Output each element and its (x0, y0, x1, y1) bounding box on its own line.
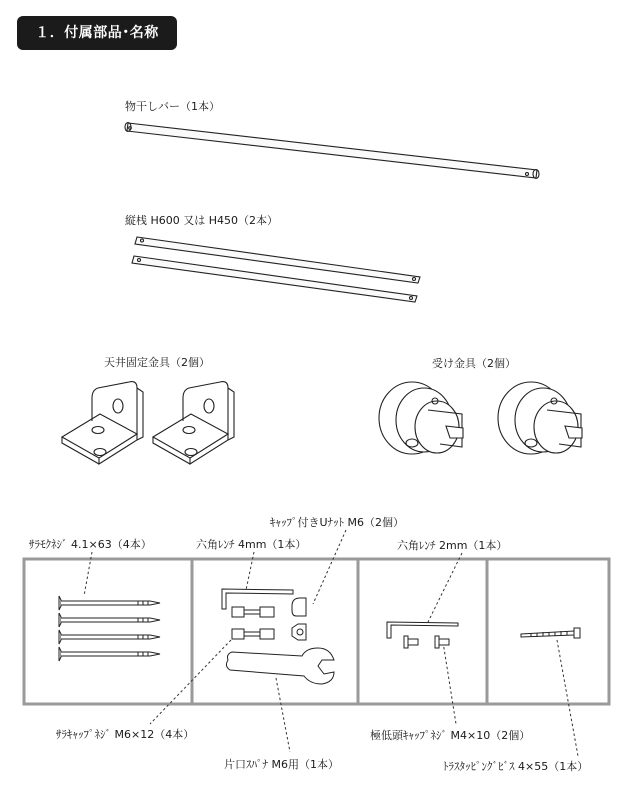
hex-wrench-2mm-drawing (387, 622, 458, 638)
hex-wrench-4mm-drawing (222, 589, 293, 609)
leader-lines (84, 530, 578, 756)
low-head-cap-screws-drawing (404, 636, 449, 648)
receiver-bracket-right-drawing (498, 382, 582, 454)
label-tapping-screw: ﾄﾗｽﾀｯﾋﾟﾝｸﾞﾋﾞｽ 4×55（1本） (443, 760, 589, 773)
label-hex-wrench-4mm: 六角ﾚﾝﾁ 4mm（1本） (196, 538, 307, 551)
ceiling-bracket-right-drawing (153, 382, 234, 464)
section-heading: １．付属部品･名称 (17, 16, 177, 50)
label-cap-u-nut: ｷｬｯﾌﾟ付きUﾅｯﾄ M6（2個） (270, 516, 405, 529)
label-vertical-bars: 縦桟 H600 又は H450（2本） (125, 214, 279, 227)
label-low-head-cap-screw: 極低頭ｷｬｯﾌﾟﾈｼﾞ M4×10（2個） (370, 729, 531, 742)
cap-nuts-drawing (292, 598, 306, 640)
wood-screws-drawing (59, 596, 160, 661)
label-drying-bar: 物干しバー（1本） (125, 100, 220, 113)
cap-screws-drawing (232, 607, 274, 639)
label-receiver-bracket: 受け金具（2個） (432, 357, 516, 370)
label-flat-cap-screw: ｻﾗｷｬｯﾌﾟﾈｼﾞ M6×12（4本） (56, 728, 195, 741)
open-end-spanner-drawing (226, 648, 334, 684)
ceiling-bracket-left-drawing (62, 382, 143, 464)
label-ceiling-bracket: 天井固定金具（2個） (104, 356, 210, 369)
label-hex-wrench-2mm: 六角ﾚﾝﾁ 2mm（1本） (397, 539, 508, 552)
drying-bar-drawing (125, 123, 539, 179)
label-flat-head-wood-screw: ｻﾗﾓｸﾈｼﾞ 4.1×63（4本） (29, 538, 152, 551)
label-open-end-spanner: 片口ｽﾊﾟﾅ M6用（1本） (224, 758, 339, 771)
vertical-bars-drawing (132, 237, 420, 302)
receiver-bracket-left-drawing (379, 382, 463, 454)
tapping-screw-drawing (521, 628, 580, 638)
